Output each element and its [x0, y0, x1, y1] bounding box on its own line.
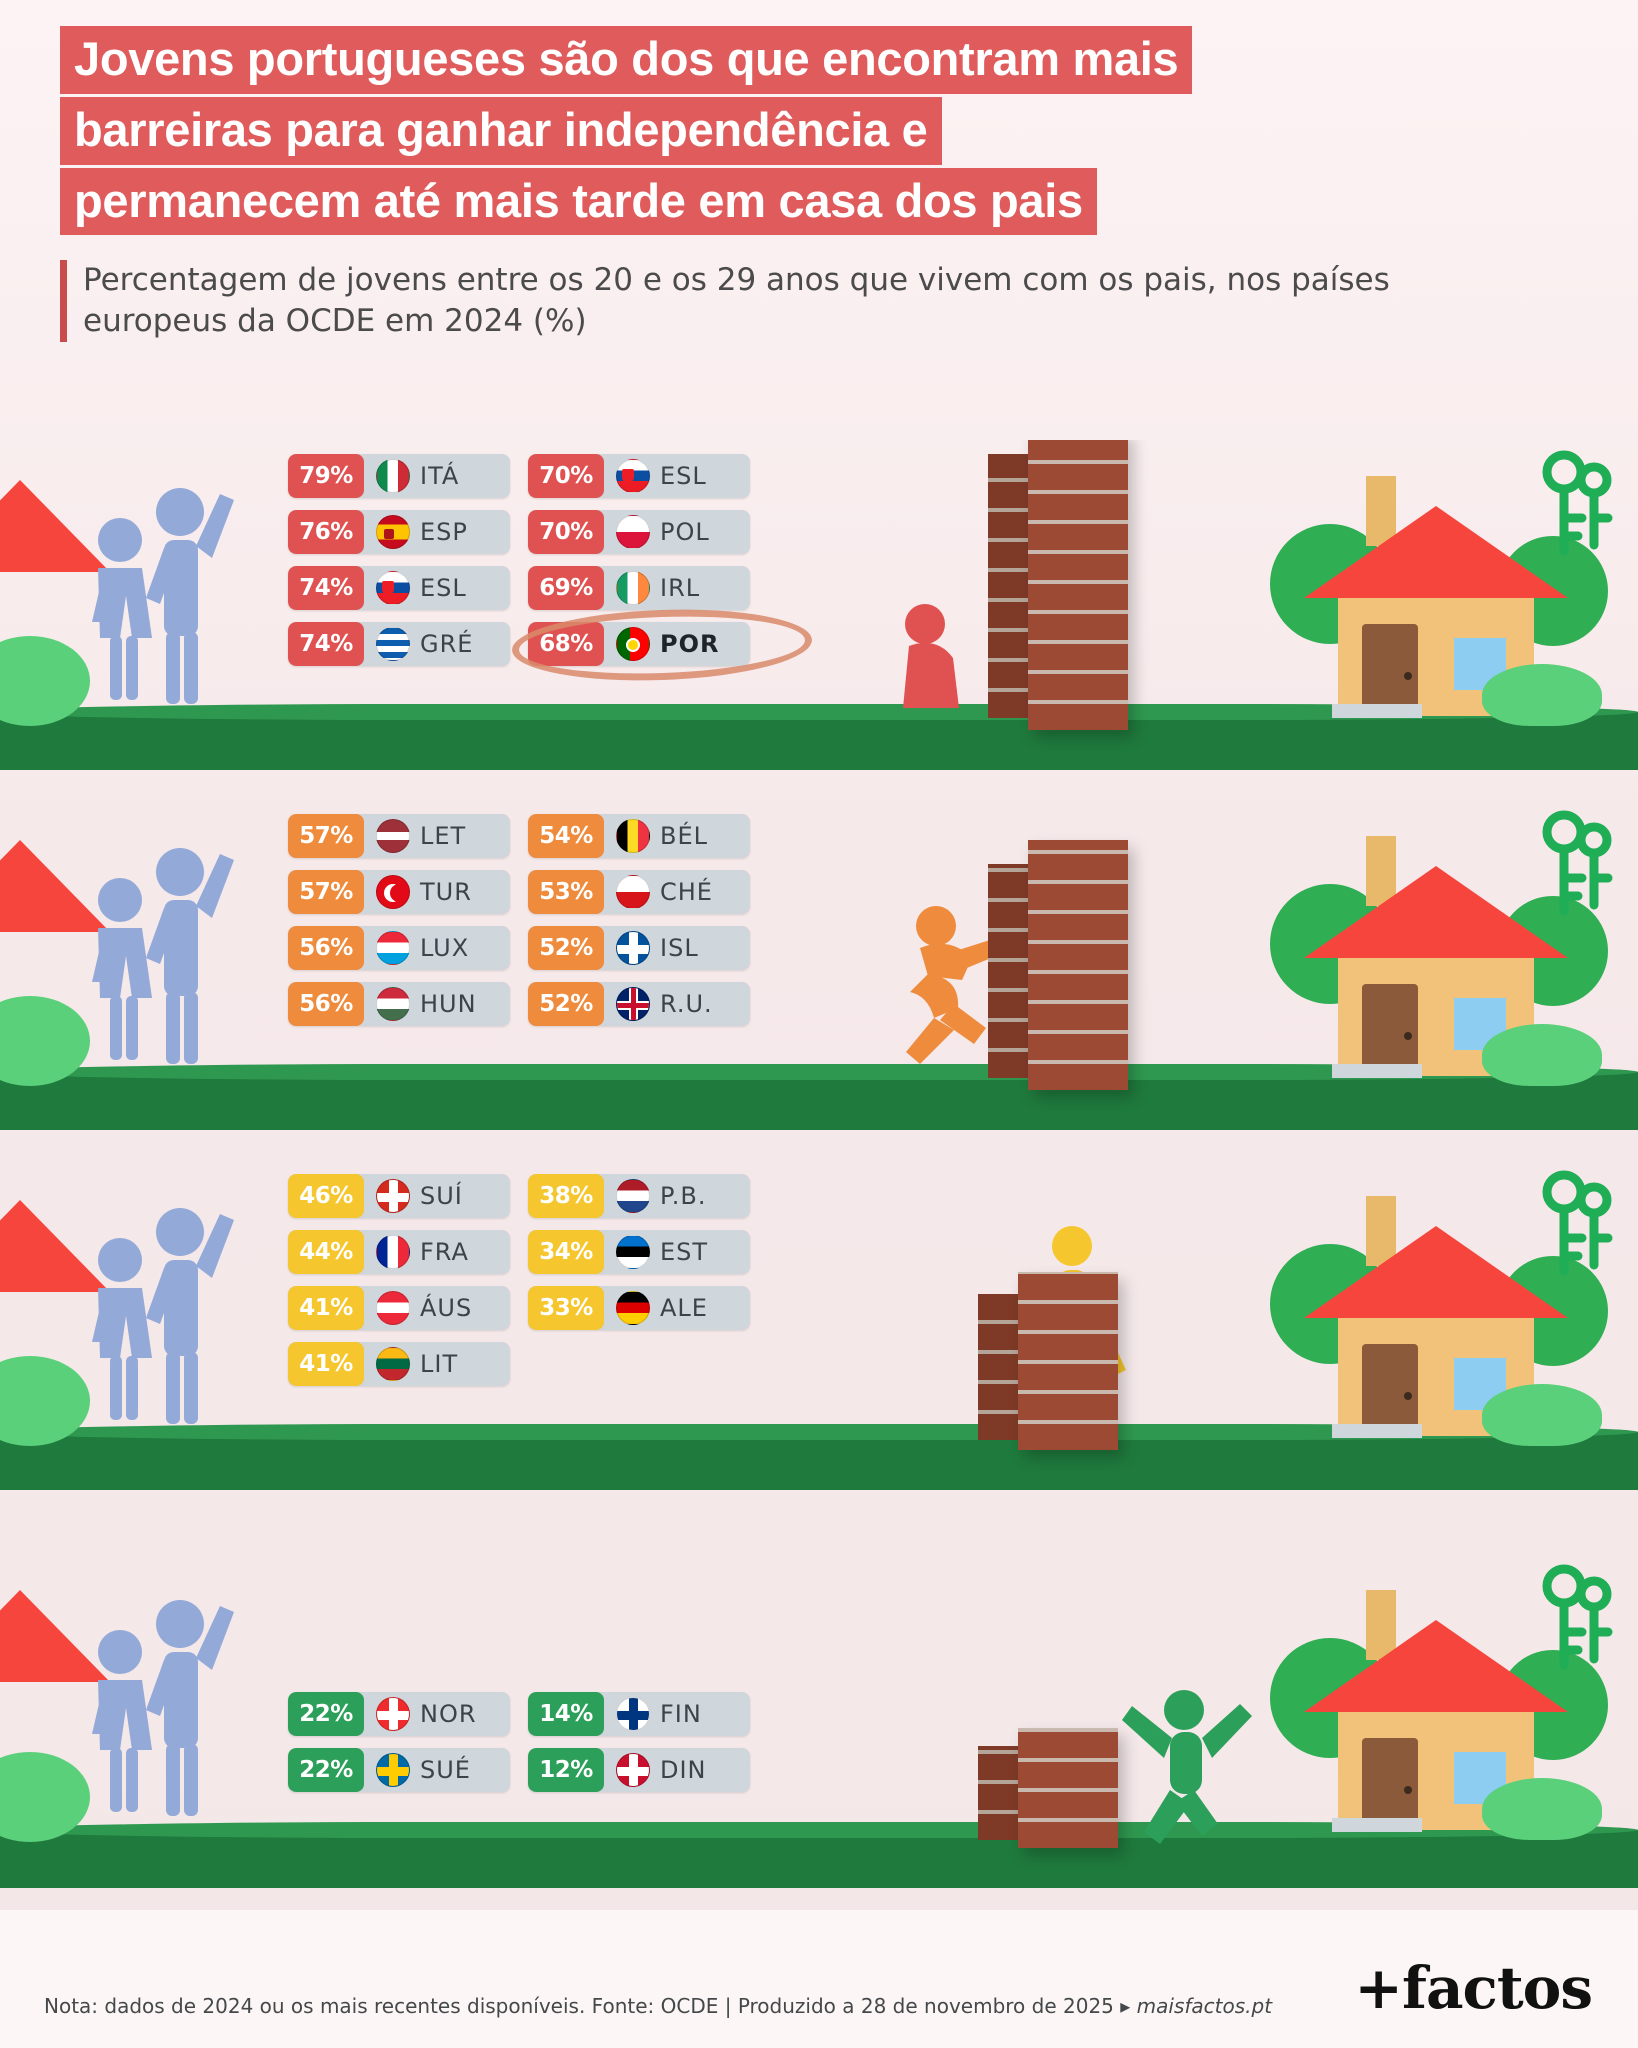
flag-icon-switzerland	[376, 1179, 410, 1213]
footer-note	[44, 1994, 1272, 2018]
brand-logo: +factos	[1354, 1954, 1592, 2022]
percentage-value: 52%	[528, 982, 604, 1026]
keys-icon	[1530, 446, 1620, 581]
flag-icon-slovakia	[376, 571, 410, 605]
chip-group-tier-4	[288, 1692, 750, 1792]
country-code: FIN	[660, 1700, 702, 1728]
percentage-value: 38%	[528, 1174, 604, 1218]
brick-wall-tier-1	[988, 440, 1128, 730]
country-code: IRL	[660, 574, 701, 602]
roof	[1304, 866, 1568, 958]
bush	[1482, 664, 1602, 726]
flag-icon-netherlands	[616, 1179, 650, 1213]
chip-column-1	[288, 1174, 510, 1386]
door	[1362, 1738, 1418, 1830]
chip-wrapper	[528, 454, 750, 498]
country-code: ESL	[660, 462, 707, 490]
flag-icon-uk	[616, 987, 650, 1021]
country-code: LET	[420, 822, 467, 850]
country-chip-LET[interactable]	[288, 814, 510, 858]
bush	[1482, 1778, 1602, 1840]
country-chip-LUX[interactable]	[288, 926, 510, 970]
chip-wrapper	[288, 454, 510, 498]
parents-figure	[50, 1582, 250, 1832]
country-code: ÁUS	[420, 1294, 473, 1322]
percentage-value: 69%	[528, 566, 604, 610]
house-base	[1332, 1064, 1422, 1078]
chip-wrapper	[288, 870, 510, 914]
country-chip-IRL[interactable]	[528, 566, 750, 610]
chip-wrapper	[528, 1748, 750, 1792]
percentage-value: 54%	[528, 814, 604, 858]
chip-wrapper	[528, 1230, 750, 1274]
parents-figure	[50, 470, 250, 720]
footer-site-link[interactable]: maisfactos.pt	[1136, 1994, 1273, 2018]
chip-wrapper	[528, 926, 750, 970]
country-chip-BÉL[interactable]	[528, 814, 750, 858]
percentage-value: 12%	[528, 1748, 604, 1792]
chip-group-tier-1	[288, 454, 750, 666]
flag-icon-spain	[376, 515, 410, 549]
country-chip-POL[interactable]	[528, 510, 750, 554]
title-line-3: permanecem até mais tarde em casa dos pais	[60, 168, 1097, 236]
chip-wrapper	[288, 1692, 510, 1736]
country-code: GRÉ	[420, 630, 474, 658]
chip-wrapper	[528, 510, 750, 554]
chip-wrapper	[288, 566, 510, 610]
percentage-value: 74%	[288, 622, 364, 666]
country-code: SUÍ	[420, 1182, 463, 1210]
country-chip-TUR[interactable]	[288, 870, 510, 914]
percentage-value: 68%	[528, 622, 604, 666]
chip-wrapper	[288, 814, 510, 858]
chip-wrapper	[288, 1174, 510, 1218]
percentage-value: 70%	[528, 454, 604, 498]
chip-column-1	[288, 1692, 510, 1792]
page-title	[0, 0, 1638, 238]
country-chip-ESL[interactable]	[288, 566, 510, 610]
door-knob	[1404, 1786, 1412, 1794]
country-code: TUR	[420, 878, 472, 906]
chip-wrapper	[528, 870, 750, 914]
jumping-person-figure	[1112, 1680, 1262, 1865]
country-code: CHÉ	[660, 878, 713, 906]
chip-column-2	[528, 814, 750, 1026]
flag-icon-germany	[616, 1291, 650, 1325]
chip-column-2	[528, 1174, 750, 1386]
chip-wrapper	[288, 622, 510, 666]
country-code: LIT	[420, 1350, 459, 1378]
country-chip-CHÉ[interactable]	[528, 870, 750, 914]
country-code: BÉL	[660, 822, 708, 850]
footer-note-text: Nota: dados de 2024 ou os mais recentes disponíveis. Fonte: OCDE | Produzido a 28 de novembro de 2025 ▸	[44, 1994, 1137, 2018]
percentage-value: 56%	[288, 982, 364, 1026]
chip-wrapper	[288, 1230, 510, 1274]
flag-icon-poland	[616, 515, 650, 549]
brick-wall-tier-4	[978, 1728, 1118, 1848]
flag-icon-luxembourg	[376, 931, 410, 965]
bush	[1482, 1384, 1602, 1446]
country-chip-ÁUS[interactable]	[288, 1286, 510, 1330]
chip-wrapper	[528, 622, 750, 666]
house-base	[1332, 704, 1422, 718]
percentage-value: 33%	[528, 1286, 604, 1330]
flag-icon-france	[376, 1235, 410, 1269]
chip-wrapper	[288, 510, 510, 554]
roof	[1304, 1620, 1568, 1712]
flag-icon-norway	[376, 1697, 410, 1731]
chip-wrapper	[288, 982, 510, 1026]
subtitle: Percentagem de jovens entre os 20 e os 29 anos que vivem com os pais, nos países europeus da OCDE em 2024 (%)	[83, 262, 1390, 340]
country-chip-P.B.[interactable]	[528, 1174, 750, 1218]
country-chip-NOR[interactable]	[288, 1692, 510, 1736]
percentage-value: 70%	[528, 510, 604, 554]
flag-icon-denmark	[616, 1753, 650, 1787]
keys-icon	[1530, 1560, 1620, 1695]
country-code: ESL	[420, 574, 467, 602]
flag-icon-sweden	[376, 1753, 410, 1787]
flag-icon-turkey	[376, 875, 410, 909]
chip-wrapper	[528, 566, 750, 610]
percentage-value: 57%	[288, 870, 364, 914]
keys-icon	[1530, 806, 1620, 941]
chip-wrapper	[288, 1286, 510, 1330]
country-chip-POR[interactable]	[528, 622, 750, 666]
door	[1362, 624, 1418, 716]
roof	[1304, 506, 1568, 598]
footer	[0, 1910, 1638, 2048]
country-chip-ISL[interactable]	[528, 926, 750, 970]
country-chip-DIN[interactable]	[528, 1748, 750, 1792]
chip-column-2	[528, 454, 750, 666]
country-code: FRA	[420, 1238, 469, 1266]
chip-column-1	[288, 814, 510, 1026]
door-knob	[1404, 1392, 1412, 1400]
country-code: DIN	[660, 1756, 707, 1784]
chip-wrapper	[288, 1748, 510, 1792]
percentage-value: 41%	[288, 1342, 364, 1386]
percentage-value: 14%	[528, 1692, 604, 1736]
flag-icon-belgium	[616, 819, 650, 853]
band-tier-1	[0, 440, 1638, 785]
percentage-value: 76%	[288, 510, 364, 554]
percentage-value: 56%	[288, 926, 364, 970]
door	[1362, 984, 1418, 1076]
house-base	[1332, 1424, 1422, 1438]
country-code: ISL	[660, 934, 699, 962]
band-tier-2	[0, 800, 1638, 1145]
country-chip-EST[interactable]	[528, 1230, 750, 1274]
country-chip-SUÉ[interactable]	[288, 1748, 510, 1792]
country-chip-GRÉ[interactable]	[288, 622, 510, 666]
band-tier-3	[0, 1160, 1638, 1505]
parents-figure	[50, 830, 250, 1080]
percentage-value: 46%	[288, 1174, 364, 1218]
percentage-value: 41%	[288, 1286, 364, 1330]
title-line-2: barreiras para ganhar independência e	[60, 97, 942, 165]
chip-wrapper	[528, 1286, 750, 1330]
brick-wall-tier-2	[988, 840, 1128, 1090]
country-chip-SUÍ[interactable]	[288, 1174, 510, 1218]
country-code: LUX	[420, 934, 470, 962]
country-chip-FIN[interactable]	[528, 1692, 750, 1736]
country-code: NOR	[420, 1700, 477, 1728]
chip-wrapper	[528, 1692, 750, 1736]
flag-icon-ireland	[616, 571, 650, 605]
flag-icon-finland	[616, 1697, 650, 1731]
chip-column-1	[288, 454, 510, 666]
country-code: POL	[660, 518, 710, 546]
country-code: HUN	[420, 990, 477, 1018]
roof	[1304, 1226, 1568, 1318]
flag-icon-estonia	[616, 1235, 650, 1269]
chip-wrapper	[528, 982, 750, 1026]
bush	[1482, 1024, 1602, 1086]
flag-icon-lithuania	[376, 1347, 410, 1381]
chip-group-tier-3	[288, 1174, 750, 1386]
band-tier-4	[0, 1530, 1638, 1910]
country-chip-R.U.[interactable]	[528, 982, 750, 1026]
flag-icon-greece	[376, 627, 410, 661]
percentage-value: 57%	[288, 814, 364, 858]
door-knob	[1404, 672, 1412, 680]
country-chip-ESL[interactable]	[528, 454, 750, 498]
header	[0, 0, 1638, 342]
flag-icon-latvia	[376, 819, 410, 853]
flag-icon-italy	[376, 459, 410, 493]
country-code: SUÉ	[420, 1756, 471, 1784]
flag-icon-slovenia	[616, 459, 650, 493]
chip-wrapper	[528, 1174, 750, 1218]
percentage-value: 74%	[288, 566, 364, 610]
percentage-value: 52%	[528, 926, 604, 970]
house-base	[1332, 1818, 1422, 1832]
country-code: P.B.	[660, 1182, 707, 1210]
parents-figure	[50, 1190, 250, 1440]
brick-wall-tier-3	[978, 1272, 1118, 1450]
chip-wrapper	[288, 926, 510, 970]
chip-column-2	[528, 1692, 750, 1792]
chip-wrapper	[528, 814, 750, 858]
percentage-value: 44%	[288, 1230, 364, 1274]
country-code: EST	[660, 1238, 709, 1266]
country-code: ITÁ	[420, 462, 460, 490]
country-chip-ITÁ[interactable]	[288, 454, 510, 498]
title-line-1: Jovens portugueses são dos que encontram mais	[60, 26, 1192, 94]
percentage-value: 79%	[288, 454, 364, 498]
percentage-value: 22%	[288, 1692, 364, 1736]
chip-group-tier-2	[288, 814, 750, 1026]
country-chip-ESP[interactable]	[288, 510, 510, 554]
percentage-value: 34%	[528, 1230, 604, 1274]
sitting-person-figure	[895, 600, 985, 725]
flag-icon-austria	[376, 1291, 410, 1325]
country-code: ALE	[660, 1294, 708, 1322]
country-chip-FRA[interactable]	[288, 1230, 510, 1274]
country-code: POR	[660, 630, 720, 658]
country-code: R.U.	[660, 990, 713, 1018]
flag-icon-hungary	[376, 987, 410, 1021]
country-chip-ALE[interactable]	[528, 1286, 750, 1330]
door	[1362, 1344, 1418, 1436]
keys-icon	[1530, 1166, 1620, 1301]
door-knob	[1404, 1032, 1412, 1040]
flag-icon-czechia	[616, 875, 650, 909]
country-chip-LIT[interactable]	[288, 1342, 510, 1386]
percentage-value: 22%	[288, 1748, 364, 1792]
country-code: ESP	[420, 518, 468, 546]
subtitle-block	[60, 260, 1540, 342]
percentage-value: 53%	[528, 870, 604, 914]
country-chip-HUN[interactable]	[288, 982, 510, 1026]
flag-icon-iceland	[616, 931, 650, 965]
chip-wrapper	[288, 1342, 510, 1386]
flag-icon-portugal	[616, 627, 650, 661]
